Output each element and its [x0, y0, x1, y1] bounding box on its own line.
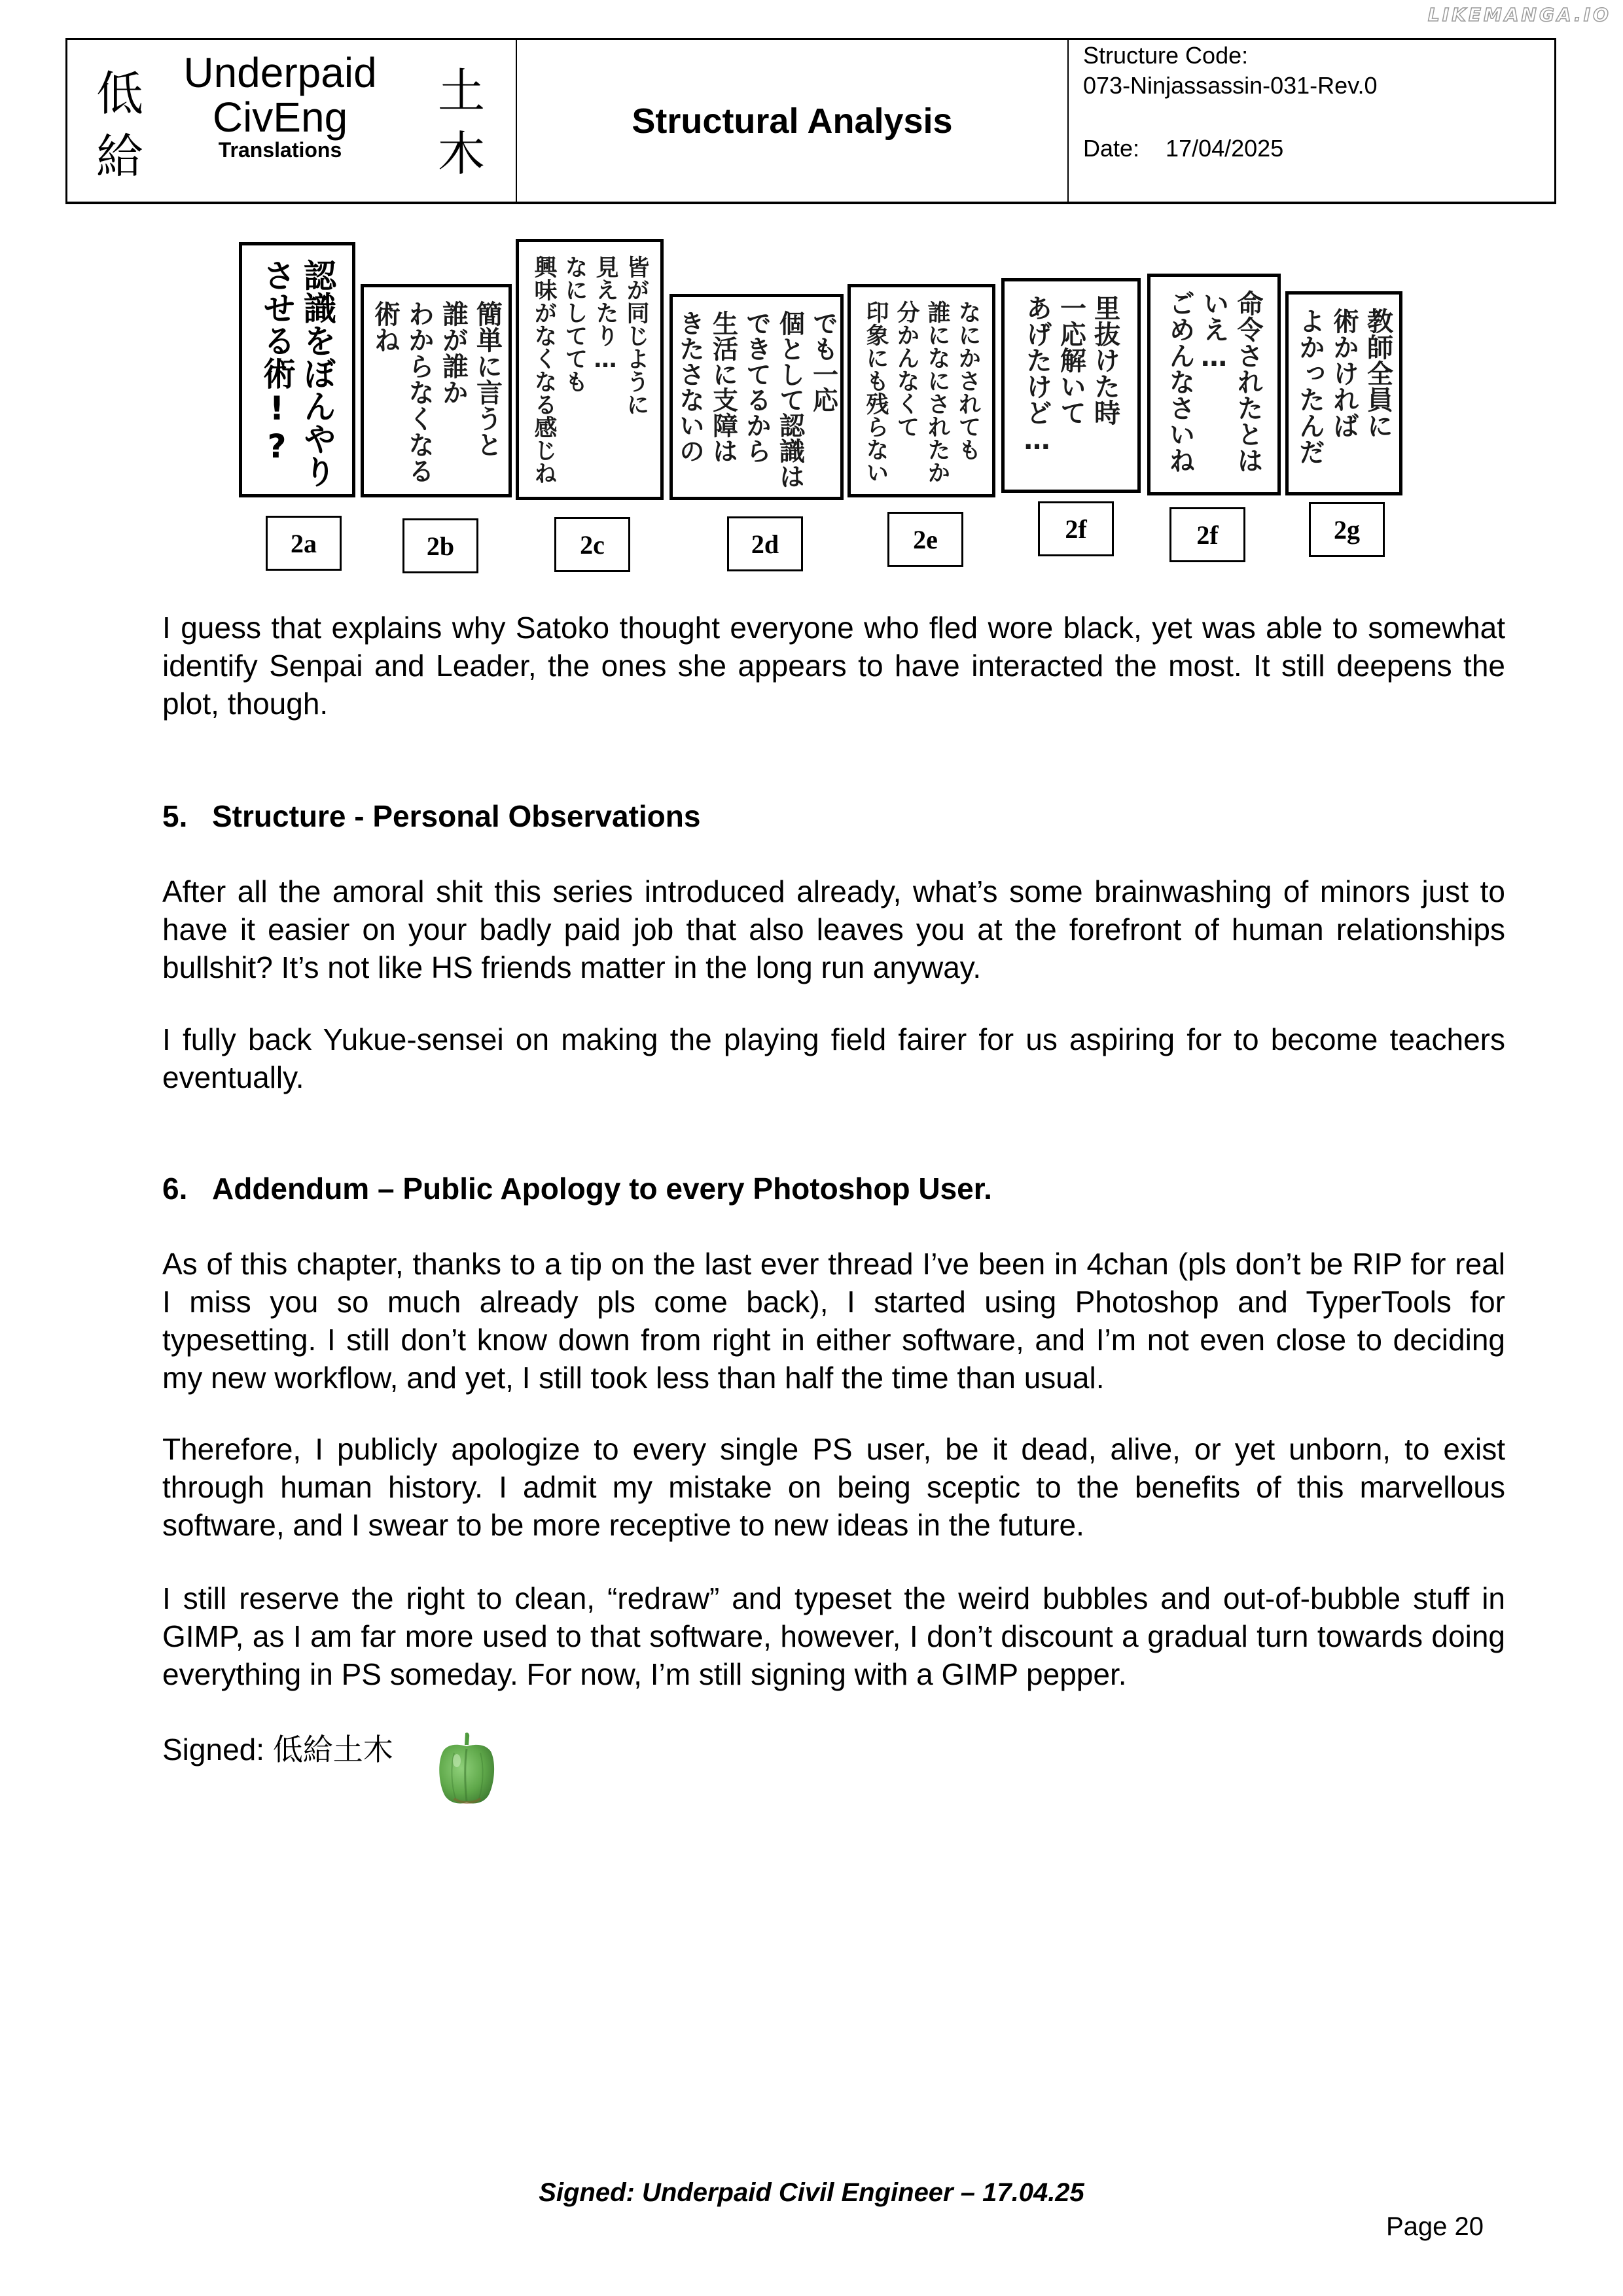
- panel-label: 2f: [1169, 507, 1245, 562]
- signed-label: Signed:: [162, 1732, 265, 1767]
- speech-panel: [1147, 274, 1281, 495]
- panel-text-column: 誰になにされたか: [924, 300, 950, 484]
- panel-text-column: ごめんなさいね: [1165, 290, 1195, 473]
- panel-text-column: 分かんなくて: [893, 300, 919, 438]
- speech-panel: [669, 294, 844, 500]
- panel-label: 2d: [727, 516, 803, 571]
- logo-line-civeng: CivEng: [212, 94, 348, 141]
- logo-kanji: 木: [437, 126, 485, 181]
- panel-text-column: させる術!?: [258, 259, 296, 465]
- panel-text-column: 個として認識は: [775, 310, 805, 489]
- logo-cell: [67, 40, 517, 202]
- title-cell: [517, 40, 1069, 202]
- page-number: Page 20: [1386, 2212, 1484, 2241]
- panel-text-column: 印象にも残らない: [863, 300, 889, 484]
- paragraph-gimp: I still reserve the right to clean, “redraw” and typeset the weird bubbles and out-of-bubble stuff in GIMP, as I am far more used to that software, however, I don’t discount a gradual turn towards doing everything in PS someday. For now, I’m still signing with a GIMP pepper.: [162, 1581, 1505, 1691]
- signature-line: [162, 1731, 393, 1768]
- logo-text: [166, 49, 395, 162]
- panel-text-column: 生活に支障は: [708, 310, 738, 463]
- structure-code-label: Structure Code:: [1083, 42, 1249, 69]
- logo-kanji-left: [94, 62, 146, 188]
- logo-kanji-right: [435, 60, 488, 185]
- watermark: LIKEMANGA.IO: [1427, 4, 1611, 26]
- logo-line-translations: Translations: [218, 138, 342, 162]
- speech-panel: [847, 284, 995, 497]
- panel-label: 2a: [266, 516, 342, 571]
- panel-text-column: なにかされても: [955, 300, 981, 461]
- panel-label: 2c: [554, 517, 630, 572]
- footer-signature: Signed: Underpaid Civil Engineer – 17.04.25: [539, 2178, 1084, 2207]
- logo-kanji: 低: [96, 66, 143, 121]
- paragraph-photoshop: As of this chapter, thanks to a tip on the last ever thread I’ve been in 4chan (pls don’t be RIP for real I miss you so much already pls come back), I started using Photoshop and TyperTools for typesetting. I still don’t know down from right in either software, and I’m not even close to deciding my new workflow, and yet, I still took less than half the time than usual.: [162, 1247, 1505, 1395]
- panel-text-column: なにしてても: [562, 255, 588, 393]
- panel-text-column: わからなくなる: [404, 300, 435, 484]
- meta-cell: [1069, 40, 1554, 202]
- panel-text-column: 興味がなくなる感じね: [531, 255, 557, 484]
- panel-label: 2g: [1309, 502, 1385, 557]
- section-title: Structure - Personal Observations: [212, 799, 701, 833]
- document-header: [65, 38, 1556, 204]
- logo-line-underpaid: Underpaid: [183, 49, 377, 96]
- paragraph-yukue: I fully back Yukue-sensei on making the playing field fairer for us aspiring for to become teachers eventually.: [162, 1022, 1505, 1094]
- panel-text-column: 簡単に言うと: [472, 300, 503, 457]
- panel-label: 2f: [1038, 501, 1114, 556]
- document-title: Structural Analysis: [632, 101, 953, 141]
- date-value: 17/04/2025: [1166, 135, 1284, 162]
- section-heading-6: [162, 1170, 992, 1208]
- panel-text-column: 誰が誰か: [438, 300, 469, 405]
- section-title: Addendum – Public Apology to every Photoshop User.: [212, 1172, 992, 1206]
- panel-text-column: 命令されたとは: [1233, 290, 1263, 473]
- panel-text-column: いえ…: [1199, 290, 1229, 372]
- panel-label: 2e: [887, 512, 963, 567]
- panel-text-column: きたさないの: [675, 310, 705, 463]
- panel-text-column: 皆が同じように: [623, 255, 649, 416]
- speech-panel: [239, 242, 355, 497]
- logo-kanji: 給: [96, 129, 143, 184]
- panel-text-column: 教師全員に: [1363, 308, 1393, 439]
- speech-panel: [1001, 278, 1141, 493]
- panel-text-column: 里抜けた時: [1090, 295, 1120, 425]
- logo-kanji: 土: [437, 63, 485, 118]
- panel-text-column: 術ね: [370, 300, 401, 353]
- panel-text-column: できてるから: [741, 310, 772, 463]
- panel-text-column: 見えたり…: [592, 255, 618, 373]
- date-row: [1083, 135, 1283, 162]
- panel-text-column: でも一応: [808, 310, 838, 412]
- signed-name: 低給土木: [272, 1732, 393, 1767]
- green-pepper-icon: [435, 1731, 499, 1806]
- paragraph-intro: I guess that explains why Satoko thought everyone who fled wore black, yet was able to somewhat identify Senpai and Leader, the ones she appears to have interacted the most. It still deepens the plot, though.: [162, 611, 1505, 721]
- speech-panel: [516, 239, 664, 500]
- panel-label: 2b: [402, 518, 478, 573]
- speech-panel: [1285, 291, 1402, 495]
- section-heading-5: [162, 797, 700, 835]
- structure-code-value: 073-Ninjassassin-031-Rev.0: [1083, 72, 1378, 99]
- panel-text-column: 一応解いて: [1056, 295, 1086, 425]
- panel-text-column: 術かければ: [1329, 308, 1359, 439]
- panel-text-column: 認識をぼんやり: [298, 259, 336, 488]
- section-number: 5.: [162, 799, 188, 833]
- section-number: 6.: [162, 1172, 188, 1206]
- panel-text-column: あげたけど…: [1022, 295, 1052, 456]
- panel-text-column: よかったんだ: [1294, 308, 1325, 465]
- paragraph-apology: Therefore, I publicly apologize to every single PS user, be it dead, alive, or yet unborn, to exist through human history. I admit my mistake on being sceptic to the benefits of this marvellous software, and I swear to be more receptive to new ideas in the future.: [162, 1432, 1505, 1542]
- paragraph-observations: After all the amoral shit this series introduced already, what’s some brainwashing of minors just to have it easier on your badly paid job that also leaves you at the forefront of human relationships bullshit? It’s not like HS friends matter in the long run anyway.: [162, 874, 1505, 984]
- speech-panel: [361, 284, 512, 497]
- date-label: Date:: [1083, 135, 1140, 162]
